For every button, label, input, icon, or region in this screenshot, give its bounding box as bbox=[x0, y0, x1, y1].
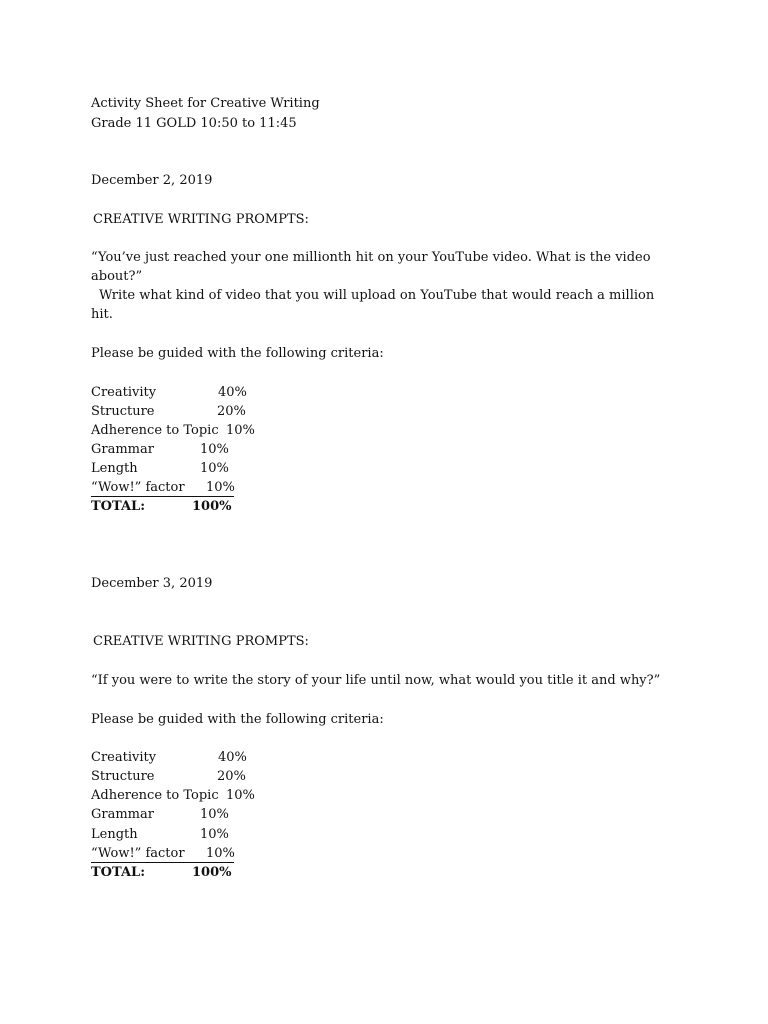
prompts-heading: CREATIVE WRITING PROMPTS: bbox=[93, 634, 309, 649]
criteria-name: Grammar bbox=[91, 442, 154, 457]
criteria-row bbox=[91, 478, 234, 497]
criteria-value: 10% bbox=[200, 807, 229, 822]
criteria-value: 10% bbox=[206, 480, 235, 495]
criteria-value: 10% bbox=[200, 461, 229, 476]
prompt-text: about?” bbox=[91, 269, 143, 284]
criteria-value: 20% bbox=[217, 404, 246, 419]
document-title: Activity Sheet for Creative Writing bbox=[91, 96, 320, 111]
total-label: TOTAL: bbox=[91, 499, 145, 514]
criteria-value: 10% bbox=[206, 846, 235, 861]
criteria-value: 10% bbox=[226, 788, 255, 803]
prompt-text: “If you were to write the story of your life until now, what would you title it and why?” bbox=[91, 673, 661, 688]
class-schedule: Grade 11 GOLD 10:50 to 11:45 bbox=[91, 116, 297, 131]
criteria-value: 10% bbox=[200, 827, 229, 842]
criteria-value: 10% bbox=[226, 423, 255, 438]
criteria-name: Adherence to Topic bbox=[91, 788, 219, 803]
entry-date: December 3, 2019 bbox=[91, 576, 213, 591]
criteria-intro: Please be guided with the following criteria: bbox=[91, 712, 384, 727]
prompts-heading: CREATIVE WRITING PROMPTS: bbox=[93, 212, 309, 227]
criteria-name: Length bbox=[91, 461, 138, 476]
criteria-name: “Wow!” factor bbox=[91, 846, 185, 861]
entry-date: December 2, 2019 bbox=[91, 173, 213, 188]
prompt-instruction: Write what kind of video that you will upload on YouTube that would reach a million bbox=[99, 288, 655, 303]
criteria-name: Structure bbox=[91, 769, 155, 784]
criteria-name: Structure bbox=[91, 404, 155, 419]
prompt-instruction: hit. bbox=[91, 307, 113, 322]
criteria-name: Creativity bbox=[91, 750, 157, 765]
criteria-name: “Wow!” factor bbox=[91, 480, 185, 495]
criteria-name: Creativity bbox=[91, 385, 157, 400]
criteria-intro: Please be guided with the following criteria: bbox=[91, 346, 384, 361]
total-value: 100% bbox=[192, 865, 232, 880]
criteria-name: Adherence to Topic bbox=[91, 423, 219, 438]
criteria-row bbox=[91, 844, 234, 863]
criteria-value: 40% bbox=[218, 385, 247, 400]
total-label: TOTAL: bbox=[91, 865, 145, 880]
criteria-name: Length bbox=[91, 827, 138, 842]
criteria-name: Grammar bbox=[91, 807, 154, 822]
criteria-value: 40% bbox=[218, 750, 247, 765]
criteria-value: 10% bbox=[200, 442, 229, 457]
prompt-text: “You’ve just reached your one millionth hit on your YouTube video. What is the video bbox=[91, 250, 651, 265]
total-value: 100% bbox=[192, 499, 232, 514]
criteria-value: 20% bbox=[217, 769, 246, 784]
